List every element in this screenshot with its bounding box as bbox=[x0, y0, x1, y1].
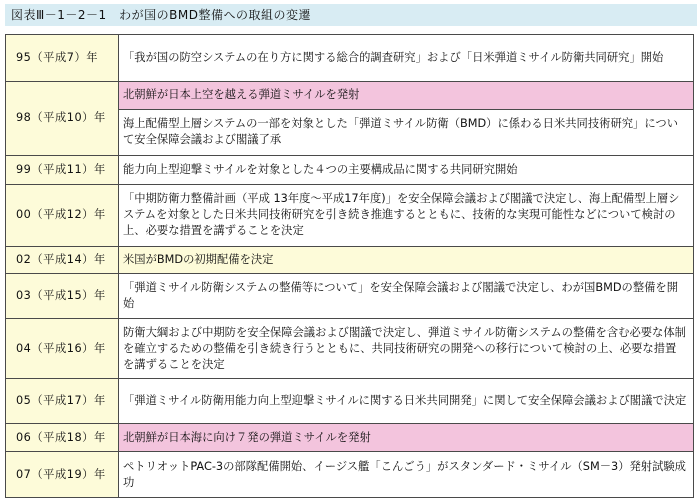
table-row bbox=[6, 274, 694, 319]
page-title: 図表Ⅲ－1－2－1 わが国のBMD整備への取組の変遷 bbox=[5, 4, 697, 26]
year-cell: 95（平成7）年 bbox=[6, 35, 119, 82]
table-row bbox=[6, 155, 694, 184]
history-table bbox=[5, 34, 694, 498]
table-row bbox=[6, 452, 694, 498]
event-cell: 北朝鮮が日本上空を越える弾道ミサイルを発射 bbox=[119, 81, 694, 109]
year-cell: 02（平成14）年 bbox=[6, 247, 119, 274]
year-cell: 07（平成19）年 bbox=[6, 452, 119, 498]
table-row bbox=[6, 184, 694, 246]
event-cell: 「我が国の防空システムの在り方に関する総合的調査研究」および「日米弾道ミサイル防衛共同研究」開始 bbox=[119, 35, 694, 82]
event-cell: 「弾道ミサイル防衛用能力向上型迎撃ミサイルに関する日米共同開発」に関して安全保障会議および閣議で決定 bbox=[119, 379, 694, 424]
table-row bbox=[6, 81, 694, 109]
table-row bbox=[6, 247, 694, 274]
event-cell: 能力向上型迎撃ミサイルを対象とした４つの主要構成品に関する共同研究開始 bbox=[119, 155, 694, 184]
year-cell: 98（平成10）年 bbox=[6, 81, 119, 155]
event-cell: 「弾道ミサイル防衛システムの整備等について」を安全保障会議および閣議で決定し、わが国BMDの整備を開始 bbox=[119, 274, 694, 319]
table-row bbox=[6, 424, 694, 452]
table-row bbox=[6, 35, 694, 82]
year-cell: 05（平成17）年 bbox=[6, 379, 119, 424]
table-row bbox=[6, 318, 694, 378]
year-cell: 06（平成18）年 bbox=[6, 424, 119, 452]
event-cell: 防衛大綱および中期防を安全保障会議および閣議で決定し、弾道ミサイル防衛システムの整備を含む必要な体制を確立するための整備を引き続き行うとともに、共同技術研究の開発への移行について検討の上、必要な措置を講ずることを決定 bbox=[119, 318, 694, 378]
event-cell: 北朝鮮が日本海に向け７発の弾道ミサイルを発射 bbox=[119, 424, 694, 452]
event-cell: 「中期防衛力整備計画（平成 13年度～平成17年度)」を安全保障会議および閣議で決定し、海上配備型上層システムを対象とした日米共同技術研究を引き続き推進するとともに、技術的な実現可能性などについて検討の上、必要な措置を講ずることを決定 bbox=[119, 184, 694, 246]
event-cell: 海上配備型上層システムの一部を対象とした「弾道ミサイル防衛（BMD）に係わる日米共同技術研究」について安全保障会議および閣議了承 bbox=[119, 109, 694, 155]
year-cell: 03（平成15）年 bbox=[6, 274, 119, 319]
event-cell: ペトリオットPAC-3の部隊配備開始、イージス艦「こんごう」がスタンダード・ミサイル（SM－3）発射試験成功 bbox=[119, 452, 694, 498]
year-cell: 99（平成11）年 bbox=[6, 155, 119, 184]
table-row bbox=[6, 379, 694, 424]
event-cell: 米国がBMDの初期配備を決定 bbox=[119, 247, 694, 274]
year-cell: 00（平成12）年 bbox=[6, 184, 119, 246]
year-cell: 04（平成16）年 bbox=[6, 318, 119, 378]
